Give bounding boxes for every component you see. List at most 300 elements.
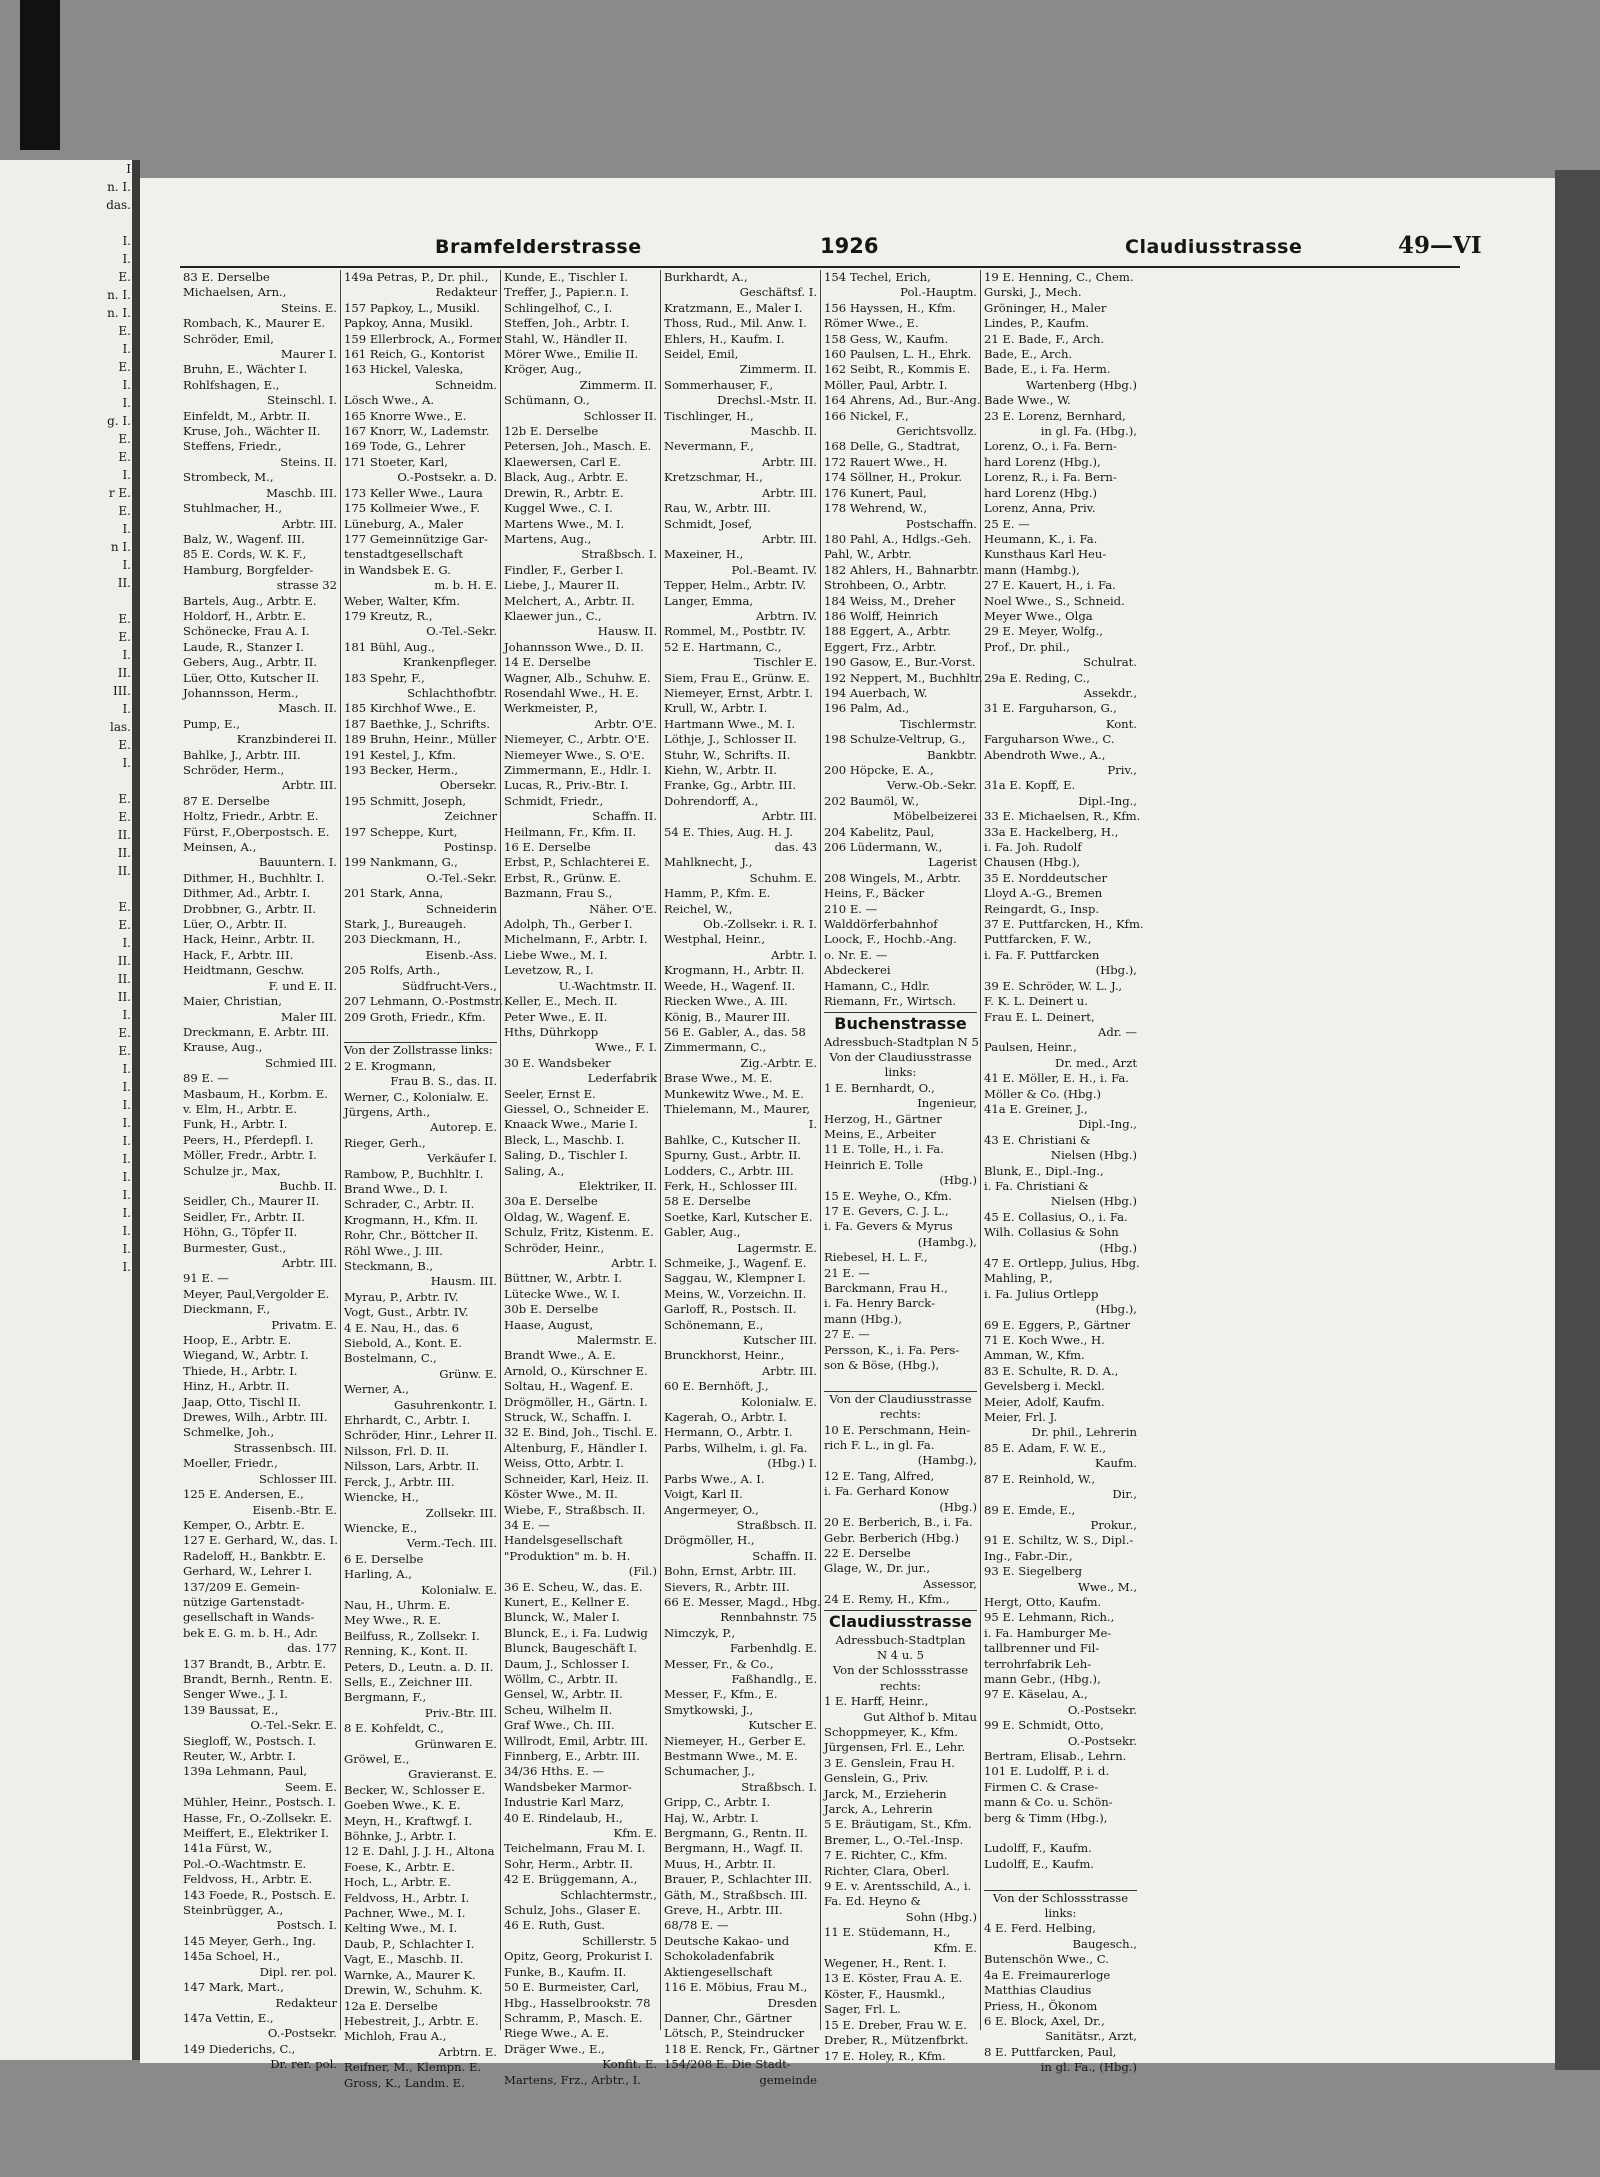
directory-line: Sohn (Hbg.) — [905, 1909, 977, 1924]
directory-line: Gerhard, W., Lehrer I. — [183, 1564, 313, 1579]
directory-line: 1 E. Harff, Heinr., — [824, 1694, 929, 1709]
directory-line: Rommel, M., Postbtr. IV. — [664, 624, 806, 639]
directory-line: Farguharson Wwe., C. — [984, 732, 1115, 747]
directory-line: Hoop, E., Arbtr. E. — [183, 1333, 292, 1348]
directory-line: Barckmann, Frau H., — [824, 1281, 948, 1295]
directory-line: Rosendahl Wwe., H. E. — [504, 685, 639, 700]
margin-fragment: I. — [122, 936, 131, 950]
margin-fragment: I. — [122, 1170, 131, 1184]
directory-line: Hoch, L., Arbtr. E. — [344, 1875, 451, 1890]
directory-line: Holtz, Friedr., Arbtr. E. — [183, 809, 319, 824]
margin-fragment: I. — [122, 234, 131, 248]
margin-fragment: I. — [122, 1116, 131, 1130]
directory-line: Werner, A., — [344, 1382, 410, 1397]
margin-fragment: I. — [122, 396, 131, 410]
margin-fragment: I. — [122, 1134, 131, 1148]
directory-line: 195 Schmitt, Joseph, — [344, 793, 467, 808]
directory-line: Nimczyk, P., — [664, 1625, 736, 1640]
directory-line: 33 E. Michaelsen, R., Kfm. — [984, 809, 1141, 824]
directory-line: Hartmann Wwe., M. I. — [664, 716, 796, 731]
directory-line: Reichel, W., — [664, 901, 733, 916]
directory-line: 25 E. — — [984, 516, 1030, 531]
margin-fragment: I. — [122, 756, 131, 770]
directory-line: 32 E. Bind, Joh., Tischl. E. — [504, 1425, 658, 1440]
directory-line: 206 Lüdermann, W., — [824, 840, 943, 855]
directory-line: Nevermann, F., — [664, 439, 754, 454]
directory-line: Arbtr. III. — [281, 516, 337, 531]
directory-line: Fa. Ed. Heyno & — [824, 1894, 921, 1909]
directory-line: Meiffert, E., Elektriker I. — [183, 1826, 329, 1841]
directory-line: Gröwel, E., — [344, 1752, 410, 1766]
directory-line: Rohlfshagen, E., — [183, 377, 280, 392]
directory-line: 163 Hickel, Valeska, — [344, 362, 464, 377]
directory-line: Jarck, A., Lehrerin — [824, 1802, 933, 1816]
directory-line: Bohn, Ernst, Arbtr. III. — [664, 1564, 797, 1579]
directory-line: N 4 u. 5 — [876, 1647, 925, 1662]
directory-line: Maler III. — [280, 1009, 337, 1024]
directory-line: Bahlke, C., Kutscher II. — [664, 1132, 801, 1147]
margin-fragment: I. — [122, 1242, 131, 1256]
directory-line: Mörer Wwe., Emilie II. — [504, 347, 639, 362]
directory-line: Melchert, A., Arbtr. II. — [504, 593, 635, 608]
directory-line: Foese, K., Arbtr. E. — [344, 1859, 455, 1874]
directory-line: Kranzbinderei II. — [236, 732, 337, 747]
directory-line: Hamm, P., Kfm. E. — [664, 886, 771, 901]
margin-fragment: II. — [117, 990, 131, 1004]
directory-line: 192 Neppert, M., Buchhltr. — [824, 670, 983, 685]
directory-line: Niemeyer, H., Gerber E. — [664, 1733, 807, 1748]
margin-fragment: E. — [118, 450, 131, 464]
directory-line: (Hambg.), — [917, 1453, 977, 1468]
directory-line: Steffen, Joh., Arbtr. I. — [504, 316, 630, 331]
directory-line: U.-Wachtmstr. II. — [558, 978, 657, 993]
directory-line: hard Lorenz (Hbg.) — [984, 485, 1098, 500]
directory-line: Lüneburg, A., Maler — [344, 516, 464, 531]
directory-line: Rieger, Gerh., — [344, 1135, 426, 1150]
directory-line: Maschb. II. — [750, 424, 817, 439]
directory-line: Kuggel Wwe., C. I. — [504, 501, 613, 516]
margin-fragment: I. — [122, 1062, 131, 1076]
directory-line — [344, 1025, 497, 1040]
directory-line: Zimmermann, C., — [664, 1040, 767, 1055]
directory-line: Steins. E. — [280, 300, 337, 315]
directory-line: Riecken Wwe., A. III. — [664, 994, 788, 1009]
directory-line: Assessor, — [923, 1576, 977, 1591]
directory-line: Möller, Fredr., Arbtr. I. — [183, 1148, 317, 1163]
directory-line: 4 E. Nau, H., das. 6 — [344, 1320, 459, 1335]
directory-line: 8 E. Kohfeldt, C., — [344, 1721, 444, 1736]
book-spine — [132, 160, 140, 2060]
directory-line: Erbst, P., Schlachterei E. — [504, 855, 650, 870]
directory-line: Südfrucht-Vers., — [402, 978, 497, 993]
directory-line: Vogt, Gust., Arbtr. IV. — [344, 1305, 469, 1320]
directory-line: Bankbtr. — [927, 747, 977, 762]
directory-line: Strombeck, M., — [183, 470, 274, 485]
directory-line: Tepper, Helm., Arbtr. IV. — [664, 578, 807, 593]
directory-line: mann (Hbg.), — [824, 1311, 902, 1326]
directory-line: Thoss, Rud., Mil. Anw. I. — [664, 316, 807, 331]
directory-line: Thielemann, M., Maurer, — [664, 1101, 811, 1116]
directory-line: Senger Wwe., J. I. — [183, 1687, 288, 1702]
directory-line: Johannsson, Herm., — [183, 685, 299, 700]
directory-line: Meins, E., Arbeiter — [824, 1126, 936, 1141]
directory-line: Nielsen (Hbg.) — [1050, 1194, 1137, 1209]
directory-line: Burmester, Gust., — [183, 1240, 287, 1255]
directory-line: Verm.-Tech. III. — [406, 1536, 497, 1551]
directory-line: 91 E. — — [183, 1271, 229, 1286]
directory-line: i. Fa. Joh. Rudolf — [984, 840, 1082, 855]
directory-line: Seeler, Ernst E. — [504, 1086, 596, 1101]
directory-line: Bade Wwe., W. — [984, 393, 1071, 408]
directory-line: Harling, A., — [344, 1567, 412, 1582]
directory-line: Eisenb.-Ass. — [425, 947, 497, 962]
directory-line: Michloh, Frau A., — [344, 2029, 447, 2044]
directory-line: Gebers, Aug., Arbtr. II. — [183, 655, 318, 670]
directory-line: Tischlinger, H., — [664, 408, 754, 423]
directory-line: (Hbg.) — [1099, 1240, 1137, 1255]
directory-line: 27 E. Kauert, H., i. Fa. — [984, 578, 1116, 593]
directory-line: 207 Lehmann, O.-Postmstr. — [344, 994, 503, 1009]
directory-line: Seidler, Ch., Maurer II. — [183, 1194, 320, 1209]
left-street-title: Bramfelderstrasse — [435, 236, 642, 258]
directory-line: Dresden — [767, 1995, 817, 2010]
directory-line: Bahlke, J., Arbtr. III. — [183, 747, 301, 762]
directory-line: 145 Meyer, Gerh., Ing. — [183, 1933, 316, 1948]
directory-line: 208 Wingels, M., Arbtr. — [824, 870, 961, 885]
directory-line: Opitz, Georg, Prokurist I. — [504, 1949, 653, 1964]
directory-line: Parbs Wwe., A. I. — [664, 1471, 765, 1486]
directory-line: Weiss, Otto, Arbtr. I. — [504, 1456, 624, 1471]
directory-line: Kröger, Aug., — [504, 362, 582, 377]
directory-line: Kolonialw. E. — [421, 1582, 497, 1597]
directory-line: Adolph, Th., Gerber I. — [504, 917, 633, 932]
directory-line: Stahl, W., Händler II. — [504, 331, 628, 346]
directory-line: (Hbg.), — [1095, 1302, 1137, 1317]
directory-line: Saling, D., Tischler I. — [504, 1148, 628, 1163]
directory-line: 22 E. Derselbe — [824, 1545, 911, 1560]
directory-line: 154/208 E. Die Stadt- — [664, 2057, 791, 2072]
margin-fragment — [0, 214, 135, 232]
directory-line: 40 E. Rindelaub, H., — [504, 1810, 623, 1825]
directory-line: Butenschön Wwe., C. — [984, 1952, 1109, 1967]
directory-line: Reifner, M., Klempn. E. — [344, 2060, 482, 2075]
directory-line: Becker, W., Schlosser E. — [344, 1782, 486, 1797]
directory-line: Warnke, A., Maurer K. — [344, 1967, 476, 1982]
directory-line: O.-Postsekr. — [267, 2026, 337, 2041]
directory-line: Ingenieur, — [917, 1096, 977, 1111]
directory-line: Feldvoss, H., Arbtr. E. — [183, 1872, 313, 1887]
directory-line: Gäth, M., Straßbsch. III. — [664, 1887, 808, 1902]
directory-line: 11 E. Stüdemann, H., — [824, 1925, 951, 1940]
directory-line: Schulz, Johs., Glaser E. — [504, 1903, 641, 1918]
margin-fragment: las. — [110, 720, 131, 734]
directory-line: 202 Baumöl, W., — [824, 793, 920, 808]
directory-line: Schlachthofbtr. — [407, 685, 497, 700]
directory-line: 33a E. Hackelberg, H., — [984, 824, 1119, 839]
directory-line: Thiede, H., Arbtr. I. — [183, 1363, 298, 1378]
directory-line: Matthias Claudius — [984, 1983, 1092, 1998]
directory-line: Siem, Frau E., Grünw. E. — [664, 670, 810, 685]
directory-line: Strassenbsch. III. — [233, 1440, 337, 1455]
directory-line: Gasuhrenkontr. I. — [394, 1397, 497, 1412]
directory-line: 95 E. Lehmann, Rich., — [984, 1610, 1115, 1625]
directory-line: Eggert, Frz., Arbtr. — [824, 639, 937, 654]
margin-fragment: n I. — [110, 540, 131, 554]
directory-line: 39 E. Schröder, W. L. J., — [984, 978, 1123, 993]
directory-line: Erbst, R., Grünw. E. — [504, 870, 621, 885]
margin-fragment: n. I. — [107, 306, 131, 320]
margin-fragment: E. — [118, 432, 131, 446]
directory-line: 175 Kollmeier Wwe., F. — [344, 501, 480, 516]
directory-line: Sells, E., Zeichner III. — [344, 1674, 473, 1689]
directory-line: 157 Papkoy, L., Musikl. — [344, 300, 480, 315]
directory-line: Elektriker, II. — [578, 1178, 657, 1193]
directory-line: Kiehn, W., Arbtr. II. — [664, 763, 777, 777]
directory-line: Dohrendorff, A., — [664, 793, 759, 808]
directory-line: Hausm. III. — [430, 1274, 497, 1289]
directory-line: Wiencke, H., — [344, 1490, 419, 1505]
directory-line: das. 43 — [774, 840, 817, 855]
directory-line: Meins, W., Vorzeichn. II. — [664, 1286, 807, 1301]
directory-line: 21 E. Bade, F., Arch. — [984, 331, 1105, 346]
directory-line: Brandt Wwe., A. E. — [504, 1348, 616, 1363]
directory-line: 139 Baussat, E., — [183, 1702, 279, 1717]
directory-line: (Fil.) — [628, 1564, 657, 1579]
directory-line: Kemper, O., Arbtr. E. — [183, 1517, 305, 1532]
directory-line: 194 Auerbach, W. — [824, 685, 928, 700]
directory-line: Ehlers, H., Kaufm. I. — [664, 331, 785, 346]
directory-line: Steinschl. I. — [267, 393, 337, 408]
directory-line: Abendroth Wwe., A., — [984, 747, 1106, 762]
directory-line: Dithmer, H., Buchhltr. I. — [183, 870, 325, 885]
directory-line: Pachner, Wwe., M. I. — [344, 1906, 466, 1921]
margin-fragment: I. — [122, 252, 131, 266]
directory-line: 8 E. Puttfarcken, Paul, — [984, 2044, 1117, 2059]
directory-line: Kunde, E., Tischler I. — [504, 270, 628, 284]
directory-line: Hermann, O., Arbtr. I. — [664, 1425, 793, 1440]
directory-line: Seem. E. — [284, 1779, 337, 1794]
directory-line: Pol.-Hauptm. — [900, 285, 977, 300]
directory-line: Bremer, L., O.-Tel.-Insp. — [824, 1832, 964, 1847]
directory-line: Lüer, O., Arbtr. II. — [183, 917, 288, 932]
directory-line: 31 E. Farguharson, G., — [984, 701, 1117, 716]
directory-line: Herzog, H., Gärtner — [824, 1111, 942, 1126]
directory-line: Reingardt, G., Insp. — [984, 901, 1100, 916]
directory-line: i. Fa. Gerhard Konow — [824, 1484, 950, 1499]
directory-line: 4 E. Ferd. Helbing, — [984, 1921, 1096, 1936]
directory-line: Seidel, Emil, — [664, 347, 739, 362]
directory-line: 34 E. — — [504, 1517, 550, 1532]
directory-line: Wiegand, W., Arbtr. I. — [183, 1348, 309, 1363]
directory-line: 89 E. — — [183, 1071, 229, 1086]
directory-line: Prokur., — [1090, 1517, 1137, 1532]
directory-line: Drewin, R., Arbtr. E. — [504, 485, 624, 500]
directory-line: Zimmermann, E., Hdlr. I. — [504, 763, 652, 777]
directory-line: Smytkowski, J., — [664, 1702, 754, 1717]
directory-line: 99 E. Schmidt, Otto, — [984, 1718, 1104, 1733]
directory-line: Dräger Wwe., E., — [504, 2041, 605, 2056]
directory-line: Schröder, Heinr., — [504, 1240, 605, 1255]
directory-line: Maxeiner, H., — [664, 547, 744, 562]
directory-line: 166 Nickel, F., — [824, 408, 909, 423]
directory-line: Ehrhardt, C., Arbtr. I. — [344, 1413, 471, 1428]
directory-line: Ludolff, E., Kaufm. — [984, 1856, 1094, 1871]
directory-line: 116 E. Möbius, Frau M., — [664, 1980, 808, 1995]
directory-line: Krull, W., Arbtr. I. — [664, 701, 768, 716]
directory-line: Greve, H., Arbtr. III. — [664, 1903, 783, 1918]
directory-line: Kunert, E., Kellner E. — [504, 1594, 630, 1609]
directory-line: i. Fa. Henry Barck- — [824, 1296, 936, 1311]
directory-line: das. 177 — [287, 1641, 337, 1656]
directory-line: 14 E. Derselbe — [504, 655, 591, 670]
directory-line: Gevelsberg i. Meckl. — [984, 1379, 1105, 1394]
directory-line: Arbtr. I. — [771, 947, 817, 962]
directory-line: Hths, Dührkopp — [504, 1024, 599, 1039]
scan-edge — [20, 0, 60, 150]
directory-line: 27 E. — — [824, 1327, 870, 1342]
directory-line: Frau B. S., das. II. — [390, 1074, 497, 1089]
directory-line: 173 Keller Wwe., Laura — [344, 485, 483, 500]
directory-line: Riebesel, H. L. F., — [824, 1250, 928, 1265]
directory-line: Krause, Aug., — [183, 1040, 263, 1055]
directory-line: Meier, Adolf, Kaufm. — [984, 1394, 1105, 1409]
directory-line: 149 Diederichs, C., — [183, 2041, 296, 2056]
directory-line: Glage, W., Dr. jur., — [824, 1561, 931, 1576]
directory-line: Hbg., Hasselbrookstr. 78 — [504, 1995, 651, 2010]
directory-line: 37 E. Puttfarcken, H., Kfm. — [984, 917, 1144, 932]
directory-line: Struck, W., Schaffn. I. — [504, 1410, 632, 1425]
directory-line: 36 E. Scheu, W., das. E. — [504, 1579, 643, 1594]
directory-line: terrohrfabrik Leh- — [984, 1656, 1092, 1671]
directory-line: 83 E. Schulte, R. D. A., — [984, 1363, 1119, 1378]
directory-line: Kelting Wwe., M. I. — [344, 1921, 458, 1936]
directory-line: 46 E. Ruth, Gust. — [504, 1918, 605, 1933]
directory-line: Riemann, Fr., Wirtsch. — [824, 994, 957, 1009]
directory-line: Aktiengesellschaft — [664, 1964, 773, 1979]
directory-line: Hergt, Otto, Kaufm. — [984, 1594, 1102, 1609]
directory-line: Drögmöller, H., Gärtn. I. — [504, 1394, 648, 1409]
directory-line: Redakteur — [435, 285, 497, 300]
directory-line: 85 E. Adam, F. W. E., — [984, 1440, 1107, 1455]
directory-line: Von der Schlossstrasse — [832, 1663, 969, 1678]
directory-line: Eisenb.-Btr. E. — [252, 1502, 337, 1517]
directory-line: Lüer, Otto, Kutscher II. — [183, 670, 320, 685]
directory-line: 147a Vettin, E., — [183, 2010, 274, 2025]
directory-line: 189 Bruhn, Heinr., Müller — [344, 732, 497, 747]
directory-line: 50 E. Burmeister, Carl, — [504, 1980, 640, 1995]
directory-line: Meyer Wwe., Olga — [984, 608, 1093, 623]
directory-line: Meyer, Paul,Vergolder E. — [183, 1286, 330, 1301]
directory-line: Martens, Frz., Arbtr., I. — [504, 2072, 641, 2087]
margin-fragment: I. — [122, 1260, 131, 1274]
directory-line: 164 Ahrens, Ad., Bur.-Ang. — [824, 393, 981, 408]
directory-line: gesellschaft in Wands- — [183, 1610, 315, 1625]
margin-fragment: E. — [118, 324, 131, 338]
directory-line: Möller & Co. (Hbg.) — [984, 1086, 1102, 1101]
directory-line: Lederfabrik — [587, 1071, 657, 1086]
directory-line: Lorenz, R., i. Fa. Bern- — [984, 470, 1117, 485]
directory-line: Schokoladenfabrik — [664, 1949, 775, 1964]
directory-line: Siegloff, W., Postsch. I. — [183, 1733, 317, 1748]
directory-line: 200 Höpcke, E. A., — [824, 763, 934, 777]
directory-line: 16 E. Derselbe — [504, 840, 591, 855]
directory-line: 68/78 E. — — [664, 1918, 729, 1933]
directory-line: Wandsbeker Marmor- — [504, 1779, 632, 1794]
directory-line: 30a E. Derselbe — [504, 1194, 598, 1209]
directory-line: Gripp, C., Arbtr. I. — [664, 1795, 771, 1810]
directory-line: 172 Rauert Wwe., H. — [824, 454, 948, 469]
directory-line: 143 Foede, R., Postsch. E. — [183, 1887, 336, 1902]
directory-line: Papkoy, Anna, Musikl. — [344, 316, 474, 331]
directory-line: 89 E. Emde, E., — [984, 1502, 1076, 1517]
directory-line: Daum, J., Schlosser I. — [504, 1656, 630, 1671]
directory-line: 137 Brandt, B., Arbtr. E. — [183, 1656, 327, 1671]
directory-line: Nilsson, Lars, Arbtr. II. — [344, 1459, 480, 1474]
directory-line: Schümann, O., — [504, 393, 590, 408]
directory-line: Heinrich E. Tolle — [824, 1157, 923, 1172]
directory-line: Kfm. E. — [613, 1826, 657, 1841]
directory-line: F. K. L. Deinert u. — [984, 994, 1088, 1009]
directory-line: 43 E. Christiani & — [984, 1132, 1091, 1147]
directory-line: 137/209 E. Gemein- — [183, 1579, 300, 1594]
directory-line: Puttfarcken, F. W., — [984, 932, 1092, 947]
directory-line: Walddörferbahnhof — [824, 917, 938, 932]
directory-line: Lorenz, O., i. Fa. Bern- — [984, 439, 1117, 454]
directory-line: Von der Zollstrasse links: — [344, 1042, 497, 1058]
directory-line: Schröder, Emil, — [183, 331, 274, 346]
directory-line: Liebe, J., Maurer II. — [504, 578, 620, 593]
directory-line: in gl. Fa., (Hbg.) — [1040, 2060, 1137, 2075]
directory-line: 193 Becker, Herm., — [344, 763, 459, 777]
directory-line: Buchb. II. — [279, 1178, 337, 1193]
directory-line: Moeller, Friedr., — [183, 1456, 278, 1471]
directory-line: 66 E. Messer, Magd., Hbg. — [664, 1594, 821, 1609]
directory-line: Oldag, W., Wagenf. E. — [504, 1209, 631, 1224]
directory-line: Höhn, G., Töpfer II. — [183, 1225, 298, 1240]
margin-fragment: I. — [122, 702, 131, 716]
directory-line: Autorep. E. — [430, 1120, 497, 1135]
margin-fragment: E. — [118, 270, 131, 284]
margin-fragment: I. — [122, 648, 131, 662]
directory-line: Schmelke, Joh., — [183, 1425, 275, 1440]
directory-line: Schlosser III. — [258, 1471, 337, 1486]
directory-line: 183 Spehr, F., — [344, 670, 425, 685]
directory-line: Postschaffn. — [905, 516, 977, 531]
directory-line: Giessel, O., Schneider E. — [504, 1101, 650, 1116]
directory-line: Schramm, P., Masch. E. — [504, 2010, 643, 2025]
directory-line: Lagermstr. E. — [737, 1240, 817, 1255]
directory-line: Bade, E., Arch. — [984, 347, 1073, 362]
directory-line: Johannsson Wwe., D. II. — [504, 639, 644, 654]
directory-line: Wwe., M., — [1078, 1579, 1137, 1594]
directory-line: Dithmer, Ad., Arbtr. I. — [183, 886, 311, 901]
directory-line: Steins. II. — [280, 454, 337, 469]
directory-line: Schneider, Karl, Heiz. II. — [504, 1471, 650, 1486]
directory-line: Bazmann, Frau S., — [504, 886, 613, 901]
directory-line: Peters, D., Leutn. a. D. II. — [344, 1659, 494, 1674]
directory-line: Niemeyer Wwe., S. O'E. — [504, 747, 645, 762]
directory-line: Wöllm, C., Arbtr. II. — [504, 1671, 618, 1686]
directory-line: Beilfuss, R., Zollsekr. I. — [344, 1628, 480, 1643]
directory-line: Brand Wwe., D. I. — [344, 1181, 448, 1196]
margin-fragment: E. — [118, 360, 131, 374]
directory-line: Renning, K., Kont. II. — [344, 1644, 468, 1659]
directory-line: 35 E. Norddeutscher — [984, 870, 1108, 885]
directory-line: mann Gebr., (Hbg.), — [984, 1671, 1101, 1686]
margin-fragment: II. — [117, 972, 131, 986]
directory-line: Dipl. rer. pol. — [259, 1964, 337, 1979]
directory-line: 159 Ellerbrock, A., Former — [344, 331, 502, 346]
